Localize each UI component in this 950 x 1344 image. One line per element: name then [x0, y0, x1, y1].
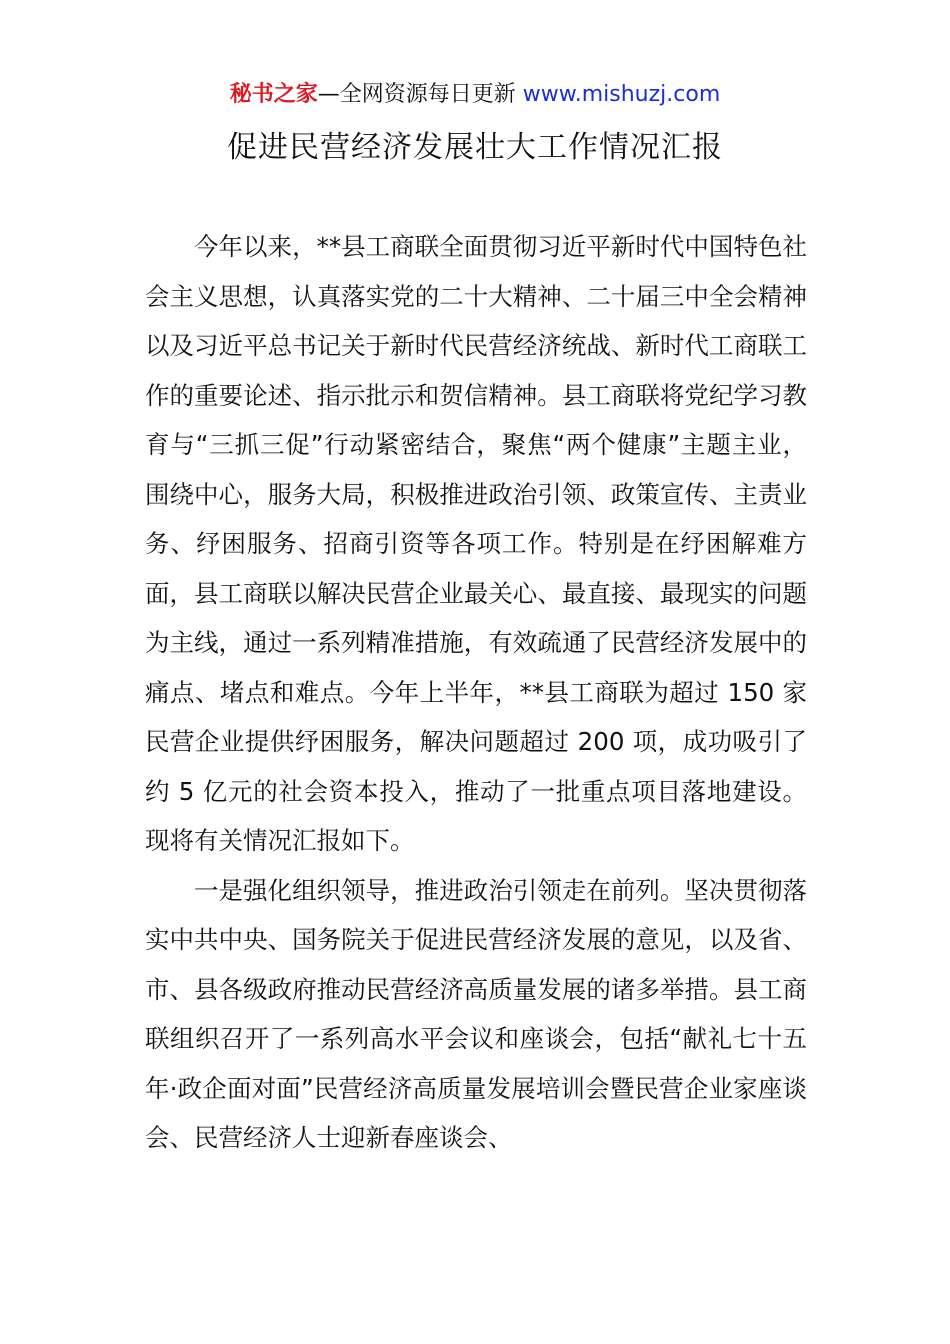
- document-title: 促进民营经济发展壮大工作情况汇报: [227, 130, 723, 165]
- paragraph-item-one: 一是强化组织领导，推进政治引领走在前列。坚决贯彻落实中共中央、国务院关于促进民营经济发展的意见，以及省、市、县各级政府推动民营经济高质量发展的诸多举措。县工商联组织召开了一系列高水平会议和座谈会，包括“献礼七十五年·政企面对面”民营经济高质量发展培训会暨民营企业家座谈会、民营经济人士迎新春座谈会、: [145, 875, 807, 1152]
- paragraph-intro: 今年以来，**县工商联全面贯彻习近平新时代中国特色社会主义思想，认真落实党的二十大精神、二十届三中全会精神以及习近平总书记关于新时代民营经济统战、新时代工商联工作的重要论述、指示批示和贺信精神。县工商联将党纪学习教育与“三抓三促”行动紧密结合，聚焦“两个健康”主题主业，围绕中心，服务大局，积极推进政治引领、政策宣传、主责业务、纾困服务、招商引资等各项工作。特别是在纾困解难方面，县工商联以解决民营企业最关心、最直接、最现实的问题为主线，通过一系列精准措施，有效疏通了民营经济发展中的痛点、堵点和难点。今年上半年，**县工商联为超过 150 家民营企业提供纾困服务，解决问题超过 200 项，成功吸引了约 5 亿元的社会资本投入，推动了一批重点项目落地建设。现将有关情况汇报如下。: [145, 232, 807, 855]
- document-body: [145, 222, 807, 1163]
- site-tagline: —全网资源每日更新: [317, 82, 523, 107]
- site-url-link[interactable]: www.mishuzj.com: [522, 82, 721, 107]
- site-header: [0, 80, 950, 110]
- site-name: 秘书之家: [229, 82, 318, 107]
